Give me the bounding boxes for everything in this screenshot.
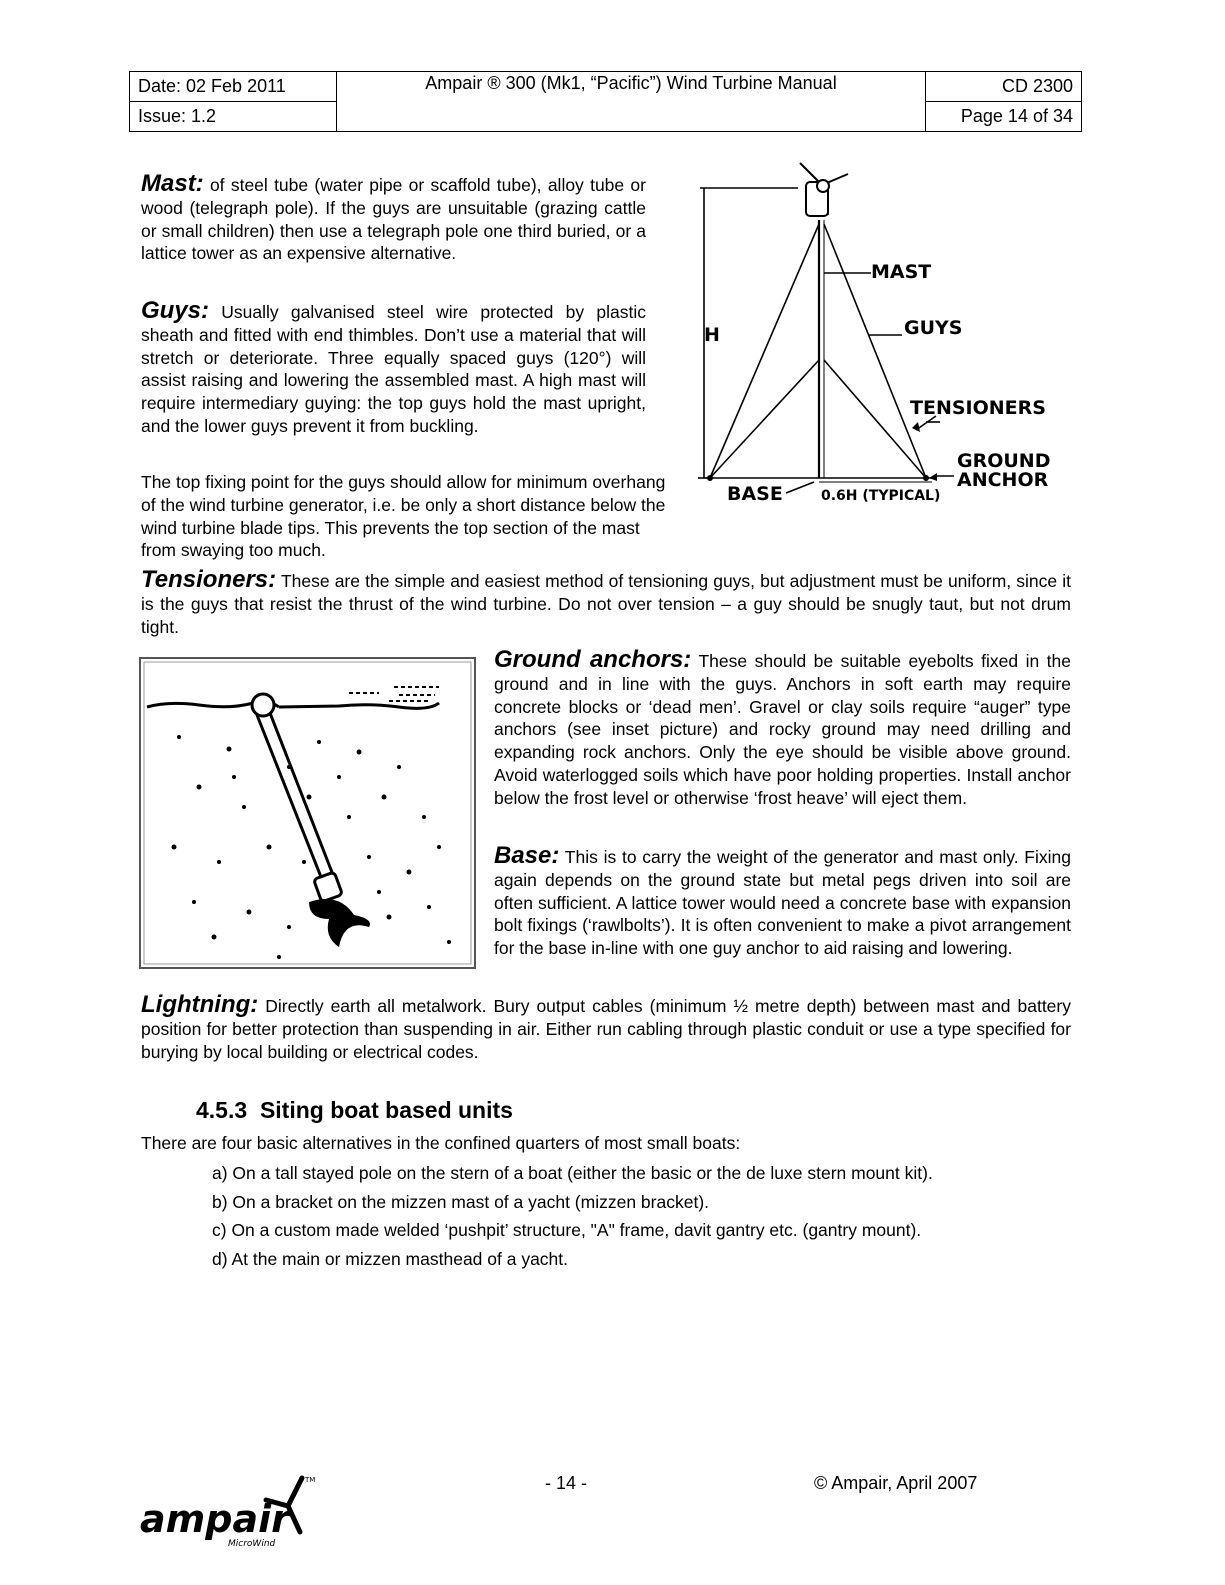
diagram-label-h: H bbox=[704, 324, 720, 346]
tensioner-left-marker bbox=[912, 422, 920, 432]
diagram-label-mast: MAST bbox=[871, 261, 932, 283]
base-paragraph bbox=[494, 842, 1071, 960]
footer-page-number: - 14 - bbox=[545, 1473, 588, 1493]
diagram-label-guys: GUYS bbox=[904, 317, 963, 339]
footer-copyright: © Ampair, April 2007 bbox=[814, 1473, 978, 1493]
list-item: b) On a bracket on the mizzen mast of a yacht (mizzen bracket). bbox=[212, 1191, 710, 1212]
section-title: Siting boat based units bbox=[259, 1097, 513, 1123]
lightning-paragraph bbox=[141, 991, 1071, 1063]
auger-anchor-picture bbox=[139, 657, 476, 969]
tensioners-paragraph bbox=[141, 566, 1071, 638]
section-number: 4.5.3 bbox=[196, 1097, 248, 1123]
lower-guy-left bbox=[710, 360, 819, 478]
header-page: Page 14 of 34 bbox=[926, 102, 1082, 132]
lower-guy-right bbox=[824, 360, 926, 478]
logo-subtitle: MicroWind bbox=[228, 1539, 276, 1549]
document-header bbox=[129, 71, 1082, 132]
guys-paragraph bbox=[141, 297, 646, 438]
list-item: a) On a tall stayed pole on the stern of a boat (either the basic or the de luxe stern mount kit). bbox=[212, 1163, 933, 1183]
diagram-label-spacing: 0.6H (TYPICAL) bbox=[821, 488, 941, 504]
diagram-label-tensioners: TENSIONERS bbox=[910, 397, 1046, 419]
header-doc-number: CD 2300 bbox=[926, 72, 1082, 102]
top-fixing-text: The top fixing point for the guys should allow for minimum overhang of the wind turbine generator, i.e. be only a short distance below the wind turbine blade tips. This prevents the top section of the mast from swaying too much. bbox=[141, 472, 666, 561]
guys-text: Usually galvanised steel wire protected by plastic sheath and fitted with end thimbles. Don’t use a material that will stretch or deteriorate. Three equally spaced guys (120°) will assist raising and lowering the assembled mast. A high mast will require intermediary guying: the top guys hold the mast upright, and the lower guys prevent it from buckling. bbox=[141, 302, 646, 436]
upper-guy-left bbox=[710, 224, 819, 478]
header-issue: Issue: 1.2 bbox=[130, 102, 337, 132]
list-item: c) On a custom made welded ‘pushpit’ structure, "A" frame, davit gantry etc. (gantry mount). bbox=[212, 1220, 922, 1240]
header-title: Ampair ® 300 (Mk1, “Pacific”) Wind Turbine Manual bbox=[337, 72, 926, 132]
mast-guy-diagram bbox=[688, 160, 1060, 505]
tensioners-text: These are the simple and easiest method of tensioning guys, but adjustment must be uniform, since it is the guys that resist the thrust of the wind turbine. Do not over tension – a guy should be snugly taut, but not drum tight. bbox=[141, 571, 1071, 637]
diagram-label-ground: GROUND bbox=[957, 450, 1051, 472]
section-intro: There are four basic alternatives in the confined quarters of most small boats: bbox=[141, 1133, 741, 1153]
logo-trademark: TM bbox=[305, 1476, 316, 1484]
base-text: This is to carry the weight of the generator and mast only. Fixing again depends on the ground state but metal pegs driven into soil are often sufficient. A lattice tower would need a concrete base with expansion bolt fixings (‘rawlbolts’). It is often convenient to make a pivot arrangement for the base in-line with one guy anchor to aid raising and lowering. bbox=[494, 847, 1071, 959]
ground-anchors-label: Ground anchors: bbox=[494, 646, 692, 673]
diagram-label-anchor: ANCHOR bbox=[957, 469, 1049, 491]
top-fixing-paragraph bbox=[141, 471, 668, 562]
mast-text: of steel tube (water pipe or scaffold tube), alloy tube or wood (telegraph pole). If the guys are unsuitable (grazing cattle or small children) then use a telegraph pole one third buried, or a lattice tower as an expensive alternative. bbox=[141, 175, 646, 264]
lightning-text: Directly earth all metalwork. Bury output cables (minimum ½ metre depth) between mast and battery position for better protection than suspending in air. Either run cabling through plastic conduit or use a type specified for burying by local building or electrical codes. bbox=[141, 996, 1071, 1062]
header-date: Date: 02 Feb 2011 bbox=[130, 72, 337, 102]
list-item: d) At the main or mizzen masthead of a yacht. bbox=[212, 1248, 569, 1269]
ground-anchors-text: These should be suitable eyebolts fixed in the ground and in line with the guys. Anchors in soft earth may require concrete blocks or ‘dead men’. Gravel or clay soils require “auger” type anchors (see inset picture) and rocky ground may need drilling and expanding rock anchors. Only the eye should be visible above ground. Avoid waterlogged soils which have poor holding properties. Install anchor below the frost level or otherwise ‘frost heave’ will eject them. bbox=[494, 651, 1072, 808]
ground-anchors-paragraph bbox=[494, 646, 1072, 810]
wind-turbine-icon bbox=[800, 163, 848, 216]
section-heading bbox=[196, 1097, 513, 1124]
logo-wordmark: ampair bbox=[140, 1497, 290, 1541]
ampair-logo bbox=[140, 1470, 320, 1550]
mast-paragraph bbox=[141, 170, 646, 265]
guys-label: Guys: bbox=[141, 297, 210, 324]
lightning-label: Lightning: bbox=[141, 991, 259, 1018]
mast-label: Mast: bbox=[141, 170, 204, 197]
boat-options-list bbox=[212, 1159, 933, 1273]
base-label: Base: bbox=[494, 842, 560, 869]
diagram-label-base: BASE bbox=[727, 483, 783, 505]
tensioners-label: Tensioners: bbox=[141, 566, 277, 593]
